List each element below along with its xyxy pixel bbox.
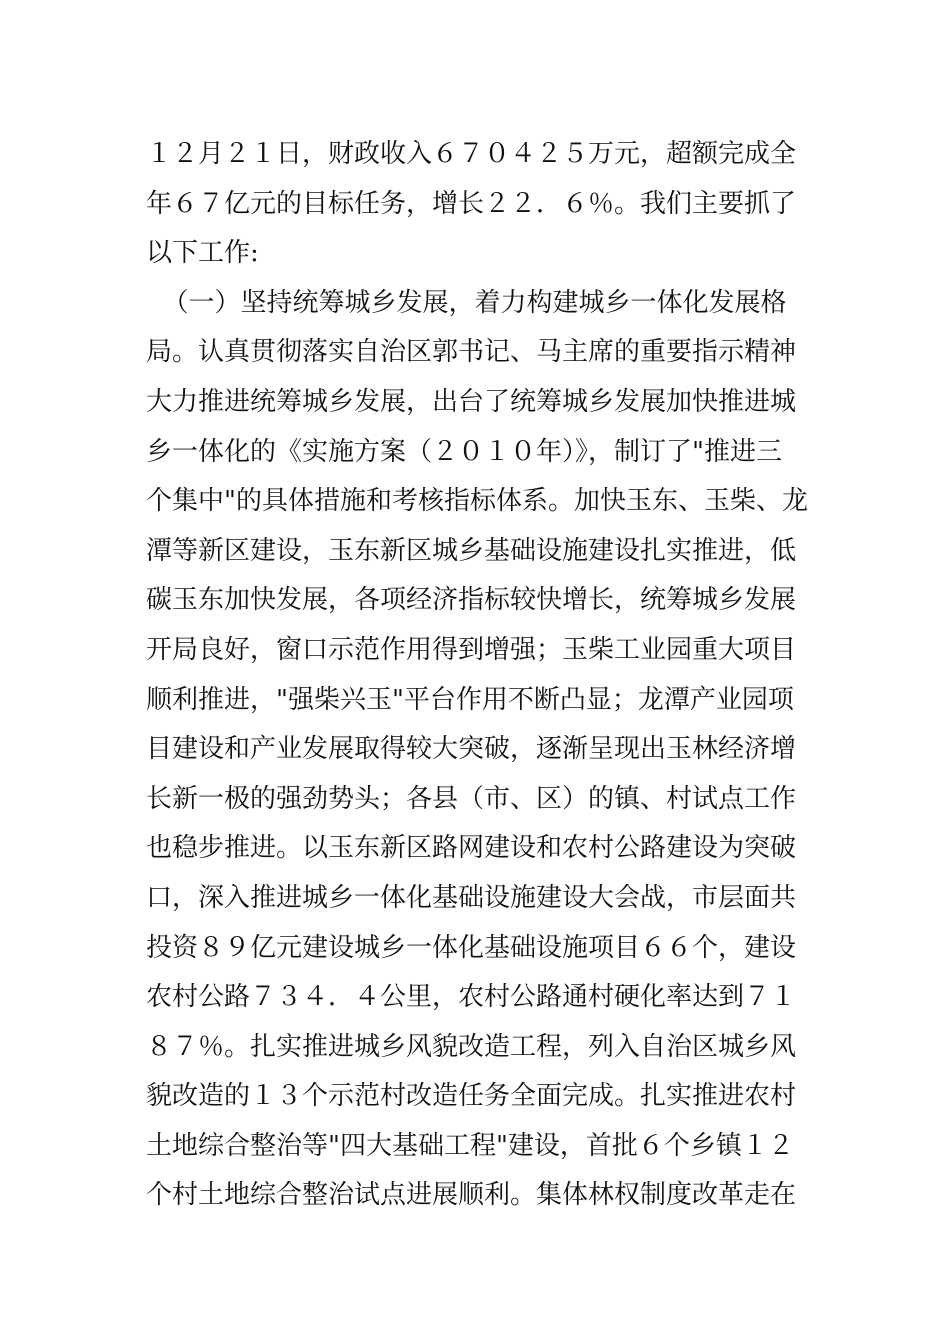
text-line: 乡一体化的《实施方案（２０１０年）》，制订了"推进三 [146,436,782,467]
text-line: 以下工作: [146,238,259,269]
text-line: 潭等新区建设，玉东新区城乡基础设施建设扎实推进，低 [146,535,797,566]
text-line: 口，深入推进城乡一体化基础设施建设大会战，市层面共 [146,882,797,913]
text-line: 也稳步推进。以玉东新区路网建设和农村公路建设为突破 [146,833,797,864]
text-line: 开局良好，窗口示范作用得到增强；玉柴工业园重大项目 [146,634,797,665]
text-line: 个集中"的具体措施和考核指标体系。加快玉东、玉柴、龙 [146,486,808,517]
text-line: 农村公路７３４．４公里，农村公路通村硬化率达到７１ [146,982,797,1013]
text-line: 投资８９亿元建设城乡一体化基础设施项目６６个，建设 [146,932,797,963]
text-line: （一）坚持统筹城乡发展，着力构建城乡一体化发展格 [146,287,787,318]
text-line: ８７％。扎实推进城乡风貌改造工程，列入自治区城乡风 [146,1031,797,1062]
text-line: 貌改造的１３个示范村改造任务全面完成。扎实推进农村 [146,1081,797,1112]
body-text [146,130,816,1221]
text-line: 年６７亿元的目标任务，增长２２．６％。我们主要抓了 [146,188,797,219]
text-line: 碳玉东加快发展，各项经济指标较快增长，统筹城乡发展 [146,585,797,616]
text-line: 个村土地综合整治试点进展顺利。集体林权制度改革走在 [146,1180,797,1211]
text-line: 顺利推进，"强柴兴玉"平台作用不断凸显；龙潭产业园项 [146,684,794,715]
text-line: 局。认真贯彻落实自治区郭书记、马主席的重要指示精神 [146,337,797,368]
text-line: 大力推进统筹城乡发展，出台了统筹城乡发展加快推进城 [146,386,797,417]
text-line: 目建设和产业发展取得较大突破，逐渐呈现出玉林经济增 [146,734,797,765]
text-line: 长新一极的强劲势头；各县（市、区）的镇、村试点工作 [146,783,797,814]
text-line: 土地综合整治等"四大基础工程"建设，首批６个乡镇１２ [146,1130,794,1161]
text-line: １２月２１日，财政收入６７０４２５万元，超额完成全 [146,139,797,169]
